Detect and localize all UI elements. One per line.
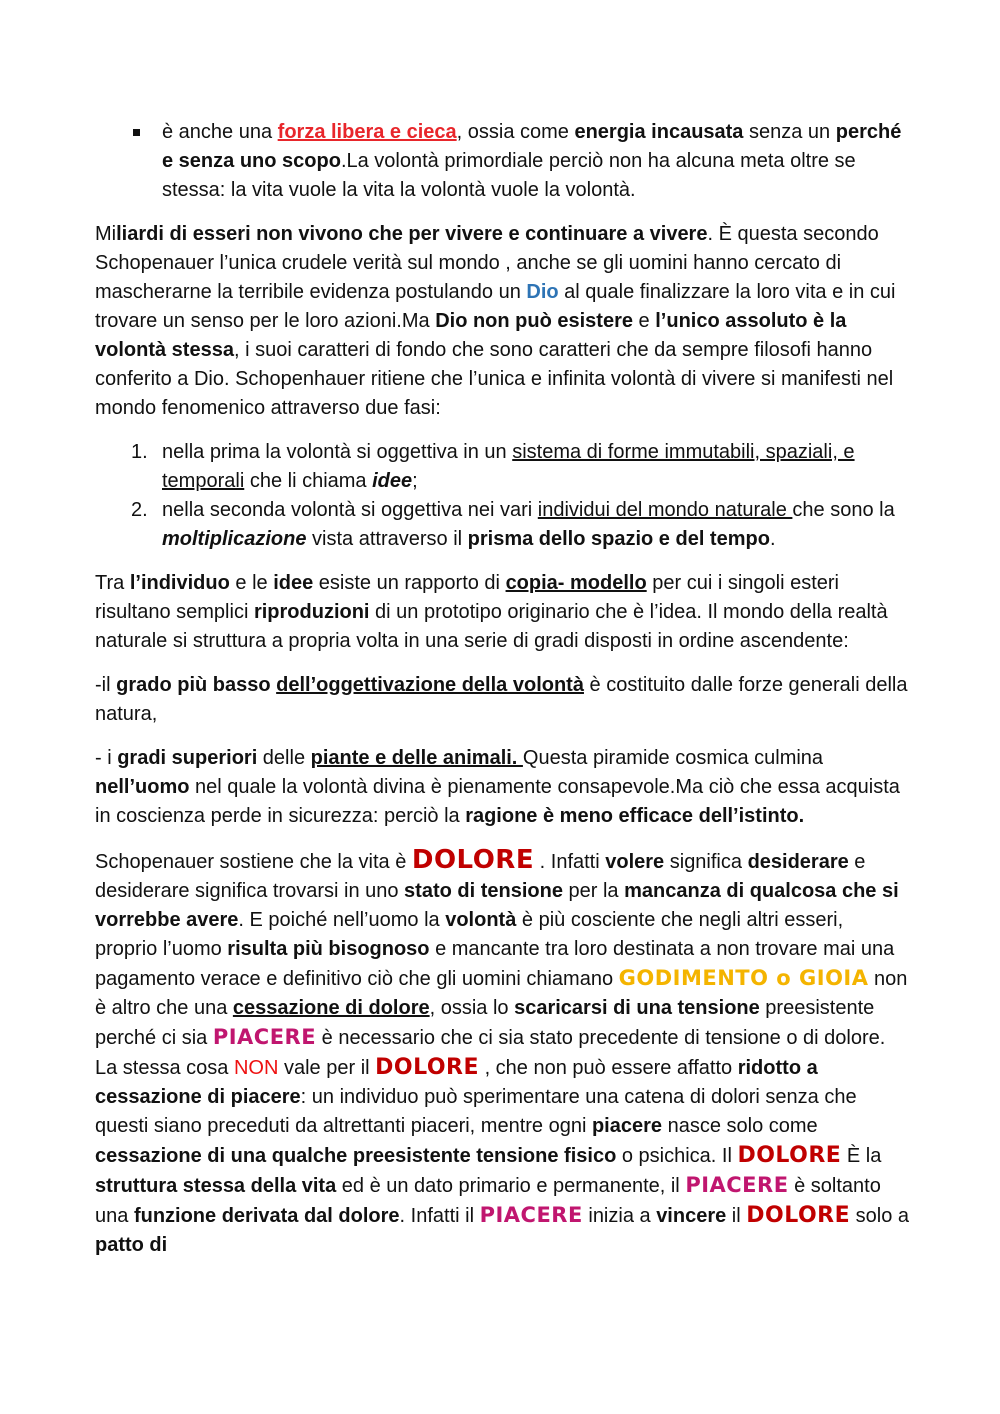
text: ed è un dato primario e permanente, il [336, 1175, 686, 1197]
bold-text: risulta più bisognoso [227, 938, 430, 960]
text: È la [841, 1145, 882, 1167]
text: e le [229, 572, 274, 594]
text: Schopenauer sostiene che la vita è [95, 851, 412, 873]
text: è anche una [162, 121, 278, 143]
text: . E poiché nell’uomo la [238, 909, 446, 931]
text: - i [95, 747, 118, 769]
text: : un individuo può sperimentare una catena di dolori senza che questi siano preceduti da altrettanti piaceri, mentre ogni [95, 1086, 857, 1137]
text: , i suoi caratteri di fondo che sono caratteri che da sempre filosofi hanno conferito a Dio. Schopenhauer ritiene che l’unica e infinita volontà di vivere si manifesti nel mondo fenomenico attraverso due fasi: [95, 339, 894, 419]
text: , che non può essere affatto [479, 1057, 738, 1079]
text: e desiderare significa trovarsi in uno [95, 851, 866, 902]
text: ; [412, 470, 418, 492]
bold-text: idee [273, 572, 314, 594]
text: inizia a [582, 1205, 657, 1227]
text: .La volontà primordiale perciò non ha alcuna meta oltre se stessa: la vita vuole la vita la volontà vuole la volontà. [162, 150, 856, 201]
bold-text: prisma dello spazio e del tempo [467, 528, 770, 550]
bold-text: piacere [591, 1115, 663, 1137]
text: al quale finalizzare la loro vita e in cui trovare un senso per le loro azioni.Ma [95, 281, 896, 332]
text: vista attraverso il [306, 528, 468, 550]
text: vale per il [278, 1057, 376, 1079]
bold-text: scaricarsi di una tensione [514, 997, 760, 1019]
piacere-keyword: PIACERE [685, 1173, 789, 1197]
bold-text: l’individuo [129, 572, 230, 594]
list-number: 2. [131, 499, 148, 521]
piacere-keyword: PIACERE [479, 1203, 583, 1227]
bold-underlined-text: piante e delle animali. [310, 747, 523, 769]
text: senza un [743, 121, 836, 143]
text: , ossia lo [429, 997, 515, 1019]
bold-text: gradi superiori [117, 747, 258, 769]
piacere-keyword: PIACERE [212, 1025, 317, 1049]
bold-underlined-text: copia- modello [505, 572, 647, 594]
bold-text: grado più basso [116, 674, 271, 696]
underlined-text: sistema di forme immutabili, spaziali, e temporali [162, 441, 855, 492]
dolore-keyword: DOLORE [746, 1203, 851, 1228]
text: solo a [850, 1205, 910, 1227]
bold-text: stato di tensione [404, 880, 563, 902]
text: per cui i singoli esteri risultano semplici [95, 572, 839, 623]
bold-text: struttura stessa della vita [95, 1175, 337, 1197]
bold-text: perché e senza uno scopo [162, 121, 902, 172]
dolore-keyword: DOLORE [375, 1055, 480, 1080]
list-item [95, 438, 910, 496]
text: . È questa secondo Schopenauer l’unica crudele verità sul mondo , anche se gli uomini hanno cercato di mascherarne la terribile evidenza postulando un [95, 223, 879, 303]
text: e [633, 310, 656, 332]
paragraph-4 [95, 744, 910, 831]
paragraph-3 [95, 671, 910, 729]
dolore-keyword: DOLORE [411, 845, 535, 875]
text: nasce solo come [662, 1115, 818, 1137]
underlined-text: individui del mondo naturale [537, 499, 793, 521]
bold-text: cessazione di una qualche preesistente tensione fisico [95, 1145, 617, 1167]
bold-text: desiderare [747, 851, 849, 873]
text: -il [95, 674, 117, 696]
text: è più cosciente che negli altri esseri, proprio l’uomo [95, 909, 844, 960]
bold-text: mancanza di qualcosa che si vorrebbe avere [95, 880, 899, 931]
text: non è altro che una [95, 968, 908, 1019]
non-keyword: NON [233, 1057, 279, 1079]
text: nella prima la volontà si oggettiva in un [162, 441, 513, 463]
bold-text: funzione derivata dal dolore [133, 1205, 400, 1227]
bold-text: l’unico assoluto è la volontà stessa [95, 310, 847, 361]
text: . Infatti [534, 851, 606, 873]
text: è necessario che ci sia stato precedente di tensione o di dolore. La stessa cosa [95, 1027, 886, 1079]
bold-text: ridotto a cessazione di piacere [95, 1057, 818, 1108]
numbered-list [95, 438, 910, 554]
bold-text: ragione è meno efficace dell’istinto. [465, 805, 805, 827]
bold-text: riproduzioni [253, 601, 370, 623]
paragraph-5 [95, 846, 910, 1260]
text: esiste un rapporto di [313, 572, 506, 594]
text: nel quale la volontà divina è pienamente consapevole.Ma ciò che essa acquista in coscienza perde in sicurezza: perciò la [95, 776, 900, 827]
bold-text: volontà [445, 909, 517, 931]
list-item [95, 496, 910, 554]
text: di un prototipo originario che è l’idea. Il mondo della realtà naturale si struttura a propria volta in una serie di gradi disposti in ordine ascendente: [95, 601, 888, 652]
text: delle [257, 747, 311, 769]
text: , ossia come [456, 121, 575, 143]
text: Questa piramide cosmica culmina [522, 747, 824, 769]
text: è costituito dalle forze generali della natura, [95, 674, 908, 725]
bullet-item [95, 118, 910, 205]
text: il [726, 1205, 747, 1227]
bold-text: nell’uomo [95, 776, 190, 798]
paragraph-1 [95, 220, 910, 423]
text: preesistente perché ci sia [95, 997, 875, 1049]
bold-text: vincere [656, 1205, 727, 1227]
paragraph-2 [95, 569, 910, 656]
bold-italic-text: moltiplicazione [162, 528, 307, 550]
text: . [769, 528, 776, 550]
highlight-text: forza libera e cieca [277, 121, 457, 143]
text: che li chiama [244, 470, 373, 492]
bold-italic-text: idee [372, 470, 413, 492]
text: o psichica. Il [616, 1145, 738, 1167]
text: per la [562, 880, 625, 902]
bold-text: liardi di esseri non vivono che per vivere e continuare a vivere [116, 223, 708, 245]
dolore-keyword: DOLORE [737, 1143, 842, 1168]
text: e mancante tra loro destinata a non trovare mai una pagamento verace e definitivo ciò che gli uomini chiamano [95, 938, 895, 990]
square-bullet-icon [133, 129, 140, 136]
text: che sono la [792, 499, 895, 521]
bold-text: patto di [95, 1234, 168, 1256]
bold-text: Dio non può esistere [435, 310, 633, 332]
list-number: 1. [131, 441, 148, 463]
bold-underlined-text: dell’oggettivazione della volontà [276, 674, 584, 696]
gioia-keyword: GODIMENTO o GIOIA [618, 966, 869, 990]
text: Mi [95, 223, 117, 245]
text: . Infatti il [399, 1205, 480, 1227]
text: nella seconda volontà si oggettiva nei vari [162, 499, 538, 521]
text: significa [664, 851, 748, 873]
document-body [95, 118, 910, 1275]
text: è soltanto una [95, 1175, 881, 1227]
text: Tra [95, 572, 130, 594]
bold-text: energia incausata [574, 121, 744, 143]
dio-keyword: Dio [526, 281, 559, 303]
bold-underlined-text: cessazione di dolore [232, 997, 430, 1019]
bold-text: volere [605, 851, 665, 873]
